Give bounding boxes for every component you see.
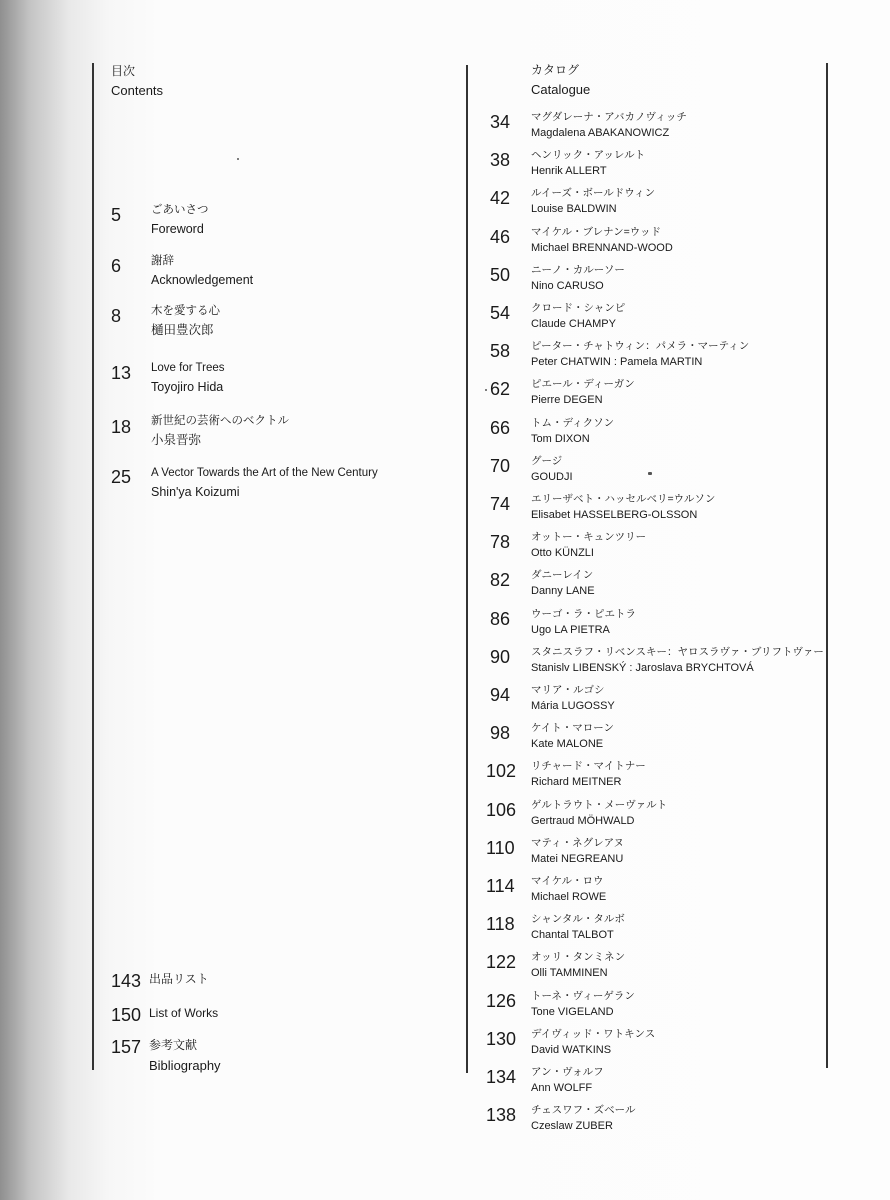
- entry-title-en: Magdalena ABAKANOWICZ: [531, 127, 670, 139]
- page-number: 94: [490, 685, 511, 705]
- page-number: 110: [486, 837, 515, 858]
- page-number: 98: [490, 723, 511, 744]
- entry-title-ja: 新世紀の芸術へのベクトル: [151, 415, 289, 427]
- entry-title-en: Louise BALDWIN: [531, 203, 617, 216]
- entry-title-en: Chantal TALBOT: [531, 929, 614, 942]
- entry-title-en: Acknowledgement: [151, 273, 254, 287]
- page-number: 38: [490, 150, 511, 171]
- entry-title-ja: ごあいさつ: [151, 204, 209, 216]
- page-number: 6: [111, 256, 122, 276]
- entry-title-en: Danny LANE: [531, 585, 595, 598]
- page-number: 118: [486, 914, 515, 935]
- page-number: 114: [486, 876, 515, 896]
- entry-title-ja: クロード・シャンピ: [531, 302, 626, 314]
- left-margin-rule: [92, 63, 94, 1070]
- entry-title-en: Ann WOLFF: [531, 1082, 593, 1094]
- entry-title-ja: デイヴィッド・ワトキンス: [531, 1027, 656, 1040]
- entry-title-ja: ウーゴ・ラ・ピエトラ: [531, 607, 636, 620]
- page-number: 46: [490, 226, 511, 247]
- entry-title-en: Michael BRENNAND-WOOD: [531, 241, 673, 254]
- page-number: 5: [111, 205, 122, 225]
- entry-title-en: Pierre DEGEN: [531, 394, 603, 407]
- entry-title-ja: 参考文献: [149, 1038, 198, 1052]
- page-number: 42: [490, 188, 511, 209]
- page-number: 66: [490, 417, 511, 438]
- entry-title-ja: グージ: [531, 454, 563, 467]
- entry-title-ja: マイケル・ブレナン=ウッド: [531, 225, 662, 238]
- entry-title-en: Michael ROWE: [531, 891, 607, 903]
- entry-title-en: Tom DIXON: [531, 432, 590, 445]
- page-number: 134: [486, 1067, 517, 1087]
- entry-title-ja: トーネ・ヴィーゲラン: [531, 989, 635, 1002]
- page-number: 25: [111, 467, 132, 487]
- entry-title-en: Kate MALONE: [531, 738, 604, 751]
- entry-title-ja: エリーザベト・ハッセルベリ=ウルソン: [531, 493, 716, 505]
- entry-title-ja: ケイト・マローン: [531, 722, 615, 735]
- entry-title-ja: マイケル・ロウ: [531, 875, 604, 887]
- entry-title-ja: A Vector Towards the Art of the New Century: [151, 467, 378, 479]
- entry-title-ja: ニーノ・カルーソー: [531, 263, 625, 276]
- page-number: 82: [490, 570, 511, 591]
- entry-title-en: 小泉晋弥: [151, 433, 202, 447]
- entry-title-en: Mária LUGOSSY: [531, 700, 615, 712]
- entry-title-en: Elisabet HASSELBERG-OLSSON: [531, 509, 698, 521]
- entry-title-en: Bibliography: [149, 1058, 221, 1073]
- page-number: 102: [486, 761, 517, 782]
- page-number: 157: [111, 1037, 142, 1057]
- page-number: 90: [490, 646, 511, 667]
- entry-title-ja: オットー・キュンツリー: [531, 531, 647, 544]
- entry-title-en: Stanislv LIBENSKÝ : Jaroslava BRYCHTOVÁ: [531, 661, 754, 674]
- page-number: 86: [490, 608, 511, 629]
- entry-title-en: GOUDJI: [531, 470, 573, 483]
- catalogue-title-ja: カタログ: [531, 63, 580, 77]
- entry-title-ja: Love for Trees: [151, 362, 225, 374]
- entry-title-ja: ルイーズ・ボールドウィン: [531, 187, 656, 200]
- entry-title-ja: ダニーレイン: [531, 569, 594, 582]
- entry-title-en: Gertraud MÖHWALD: [531, 814, 635, 827]
- page-number: 106: [486, 799, 517, 820]
- print-speck: [648, 472, 652, 475]
- page-number: 150: [111, 1005, 142, 1025]
- entry-title-ja: ピエール・ディーガン: [531, 378, 635, 391]
- entry-title-en: Olli TAMMINEN: [531, 967, 608, 980]
- entry-title-ja: ゲルトラウト・メーヴァルト: [531, 798, 668, 811]
- entry-title-ja: マリア・ルゴシ: [531, 684, 605, 696]
- center-divider-rule: [466, 65, 468, 1073]
- entry-title-ja: マグダレーナ・アバカノヴィッチ: [531, 111, 687, 123]
- entry-title-ja: トム・ディクソン: [531, 416, 615, 429]
- contents-heading: [111, 63, 163, 99]
- page-number: 126: [486, 990, 517, 1011]
- entry-title-ja: オッリ・タンミネン: [531, 951, 626, 964]
- entry-title-ja: List of Works: [149, 1006, 219, 1020]
- entry-title-en: Tone VIGELAND: [531, 1005, 614, 1018]
- page-number: 78: [490, 532, 511, 553]
- entry-title-ja: ヘンリック・アッレルト: [531, 149, 646, 162]
- entry-title-ja: チェスワフ・ズベール: [531, 1104, 636, 1117]
- entry-title-ja: ピーター・チャトウィン：パメラ・マーティン: [531, 340, 750, 353]
- catalogue-title-en: Catalogue: [531, 82, 591, 97]
- page-number: 122: [486, 952, 517, 973]
- entry-title-ja: スタニスラフ・リベンスキー：ヤロスラヴァ・ブリフトヴァー: [531, 645, 824, 658]
- entry-title-en: Claude CHAMPY: [531, 318, 616, 330]
- entry-title-en: Foreword: [151, 222, 204, 236]
- page-number: 74: [490, 494, 511, 514]
- entry-title-ja: リチャード・マイトナー: [531, 760, 646, 773]
- entry-title-en: David WATKINS: [531, 1043, 612, 1056]
- entry-title-en: Henrik ALLERT: [531, 165, 607, 178]
- entry-title-ja: 出品リスト: [149, 972, 209, 986]
- page-number: 50: [490, 264, 511, 285]
- contents-title-en: Contents: [111, 83, 164, 98]
- entry-title-ja: 木を愛する心: [151, 305, 220, 317]
- entry-title-ja: シャンタル・タルボ: [531, 913, 625, 926]
- entry-title-en: Otto KÜNZLI: [531, 547, 594, 560]
- entry-title-en: Richard MEITNER: [531, 776, 622, 789]
- page-number: 8: [111, 306, 122, 326]
- page-number: 54: [490, 303, 511, 323]
- entry-title-en: Shin'ya Koizumi: [151, 485, 240, 499]
- entry-title-en: Peter CHATWIN : Pamela MARTIN: [531, 356, 703, 369]
- entry-title-ja: アン・ヴォルフ: [531, 1066, 604, 1078]
- page-number: 138: [486, 1105, 517, 1126]
- entry-title-ja: 謝辞: [151, 255, 174, 267]
- print-speck: [237, 158, 239, 160]
- entry-title-en: Matei NEGREANU: [531, 852, 624, 865]
- right-margin-rule: [826, 63, 828, 1068]
- page-number: 143: [111, 971, 142, 991]
- entry-title-ja: マティ・ネグレアヌ: [531, 836, 624, 849]
- page-number: 18: [111, 417, 132, 437]
- entry-title-en: 樋田豊次郎: [151, 323, 214, 337]
- page-number: 70: [490, 455, 511, 476]
- page-number: 13: [111, 363, 132, 383]
- print-speck: [485, 389, 487, 391]
- entry-title-en: Ugo LA PIETRA: [531, 623, 610, 636]
- contents-title-ja: 目次: [111, 64, 136, 78]
- page-number: 62: [490, 379, 511, 400]
- page-number: 130: [486, 1028, 517, 1049]
- page-number: 58: [490, 341, 511, 362]
- entry-title-en: Nino CARUSO: [531, 279, 604, 292]
- catalogue-heading: [531, 62, 590, 98]
- entry-title-en: Czeslaw ZUBER: [531, 1120, 613, 1133]
- page-number: 34: [490, 112, 511, 132]
- entry-title-en: Toyojiro Hida: [151, 380, 224, 394]
